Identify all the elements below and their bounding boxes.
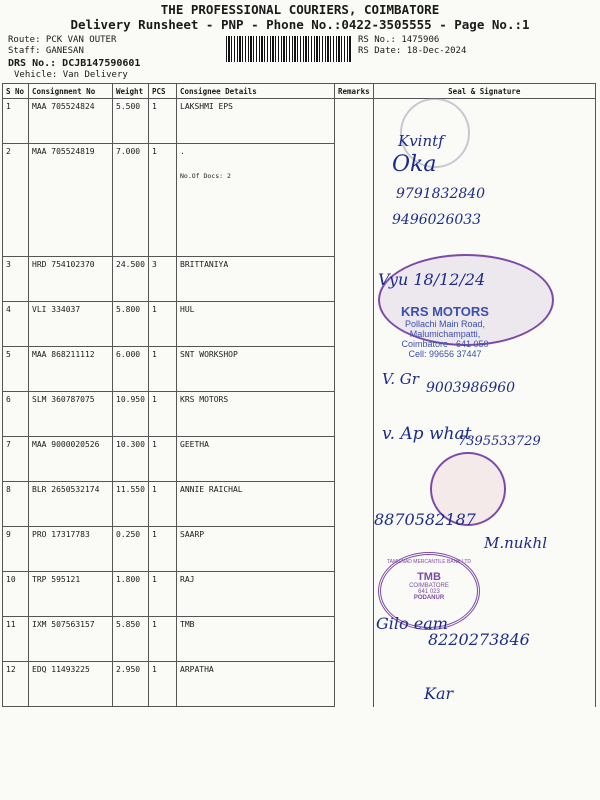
sno: 3: [3, 256, 29, 301]
weight: 5.850: [113, 616, 149, 661]
phone-row10: 8870582187: [374, 510, 476, 529]
signature-row12: Gilo eam: [376, 614, 448, 633]
sno: 6: [3, 391, 29, 436]
col-weight: Weight: [113, 84, 149, 99]
consignment-no: MAA 705524819: [29, 144, 113, 257]
signature-row10: M.nukhl: [484, 534, 547, 552]
phone-row4: 9496026033: [392, 212, 482, 228]
tmb-seal-pin: 641 023: [418, 589, 440, 595]
krs-stamp: [380, 304, 510, 368]
weight: 6.000: [113, 346, 149, 391]
consignee: BRITTANIYA: [177, 256, 335, 301]
consignee: [177, 144, 335, 257]
col-sno: S No: [3, 84, 29, 99]
consignment-no: MAA 9000020526: [29, 436, 113, 481]
consignment-no: IXM 507563157: [29, 616, 113, 661]
remarks-cell: [335, 616, 374, 661]
consignment-no: EDQ 11493225: [29, 661, 113, 706]
weight: 7.000: [113, 144, 149, 257]
consignee: KRS MOTORS: [177, 391, 335, 436]
remarks-cell: [335, 256, 374, 301]
phone-row12: 8220273846: [428, 630, 530, 649]
pcs: 1: [149, 346, 177, 391]
col-seal-signature: Seal & Signature: [373, 84, 595, 99]
consignment-no: SLM 360787075: [29, 391, 113, 436]
consignee: TMB: [177, 616, 335, 661]
remarks-cell: [335, 526, 374, 571]
weight: 2.950: [113, 661, 149, 706]
remarks-cell: [335, 661, 374, 706]
signature-row2: Kvintf: [398, 132, 444, 150]
signature-row3: Oka: [392, 152, 437, 177]
remarks-cell: [335, 301, 374, 346]
pcs: 3: [149, 256, 177, 301]
tmb-seal-city: COIMBATORE: [409, 583, 449, 589]
vehicle-label: Vehicle: Van Delivery: [14, 70, 128, 80]
pcs: 1: [149, 661, 177, 706]
weight: 24.500: [113, 256, 149, 301]
signature-row5: Vyu 18/12/24: [378, 270, 486, 289]
consignment-no: HRD 754102370: [29, 256, 113, 301]
table-row: [3, 144, 596, 257]
consignee-name: .: [180, 147, 185, 157]
phone-row7: 9003986960: [426, 380, 516, 396]
pcs: 1: [149, 301, 177, 346]
sno: 4: [3, 301, 29, 346]
consignee: SAARP: [177, 526, 335, 571]
sno: 8: [3, 481, 29, 526]
pcs: 1: [149, 99, 177, 144]
consignment-no: MAA 868211112: [29, 346, 113, 391]
remarks-cell: [335, 436, 374, 481]
consignee: RAJ: [177, 571, 335, 616]
rs-number: RS No.: 1475906: [358, 35, 440, 45]
weight: 5.800: [113, 301, 149, 346]
signature-cell: [373, 661, 595, 706]
col-remarks: Remarks: [335, 84, 374, 99]
table-row: [3, 481, 596, 526]
consignment-no: PRO 17317783: [29, 526, 113, 571]
drs-number: DRS No.: DCJB147590601: [8, 58, 141, 69]
docs-count: No.Of Docs: 2: [180, 172, 231, 181]
sno: 12: [3, 661, 29, 706]
table-header-row: [3, 84, 596, 99]
table-row: [3, 391, 596, 436]
table-row: [3, 571, 596, 616]
consignee: LAKSHMI EPS: [177, 99, 335, 144]
krs-stamp-line2: Malumichampatti,: [409, 329, 481, 339]
company-title: THE PROFESSIONAL COURIERS, COIMBATORE: [160, 2, 440, 17]
weight: 5.500: [113, 99, 149, 144]
col-pcs: PCS: [149, 84, 177, 99]
remarks-cell: [335, 571, 374, 616]
remarks-cell: [335, 144, 374, 257]
remarks-cell: [335, 391, 374, 436]
weight: 1.800: [113, 571, 149, 616]
table-row: [3, 99, 596, 144]
pcs: 1: [149, 481, 177, 526]
signature-row8: v. Ap what: [382, 424, 472, 444]
rs-date: RS Date: 18-Dec-2024: [358, 46, 467, 56]
consignee: GEETHA: [177, 436, 335, 481]
col-consignment: Consignment No: [29, 84, 113, 99]
barcode: [226, 36, 352, 62]
tmb-seal-logo: TMB: [417, 571, 441, 583]
weight: 0.250: [113, 526, 149, 571]
krs-stamp-line1: Pollachi Main Road,: [404, 319, 486, 329]
sno: 9: [3, 526, 29, 571]
pcs: 1: [149, 391, 177, 436]
remarks-cell: [335, 481, 374, 526]
sno: 7: [3, 436, 29, 481]
krs-stamp-line3: Coimbatore - 641 050: [401, 339, 489, 349]
tmb-seal-branch: PODANUR: [413, 595, 445, 601]
consignee: ARPATHA: [177, 661, 335, 706]
phone-row8: 7395533729: [458, 434, 541, 449]
pcs: 1: [149, 436, 177, 481]
pcs: 1: [149, 526, 177, 571]
signature-row7: V. Gr: [382, 370, 419, 388]
sno: 10: [3, 571, 29, 616]
runsheet-subtitle: Delivery Runsheet - PNP - Phone No.:0422-3505555 - Page No.:1: [70, 17, 530, 32]
staff-label: Staff: GANESAN: [8, 46, 84, 56]
table-row: [3, 661, 596, 706]
sno: 2: [3, 144, 29, 257]
sno: 1: [3, 99, 29, 144]
consignment-no: VLI 334037: [29, 301, 113, 346]
remarks-cell: [335, 99, 374, 144]
phone-row3: 9791832840: [396, 186, 486, 202]
weight: 10.300: [113, 436, 149, 481]
consignment-no: TRP 595121: [29, 571, 113, 616]
krs-stamp-name: KRS MOTORS: [401, 304, 489, 319]
signature-bottom: Kar: [424, 684, 454, 703]
weight: 11.550: [113, 481, 149, 526]
consignment-no: MAA 705524824: [29, 99, 113, 144]
krs-stamp-cell: Cell: 99656 37447: [408, 349, 482, 359]
remarks-cell: [335, 346, 374, 391]
pcs: 1: [149, 616, 177, 661]
consignment-no: BLR 2650532174: [29, 481, 113, 526]
weight: 10.950: [113, 391, 149, 436]
consignee: ANNIE RAICHAL: [177, 481, 335, 526]
consignee: HUL: [177, 301, 335, 346]
sno: 11: [3, 616, 29, 661]
route-label: Route: PCK VAN OUTER: [8, 35, 117, 45]
pcs: 1: [149, 144, 177, 257]
sno: 5: [3, 346, 29, 391]
consignee: SNT WORKSHOP: [177, 346, 335, 391]
tmb-seal-top: TAMILNAD MERCANTILE BANK LTD: [387, 559, 471, 565]
pcs: 1: [149, 571, 177, 616]
col-consignee: Consignee Details: [177, 84, 335, 99]
